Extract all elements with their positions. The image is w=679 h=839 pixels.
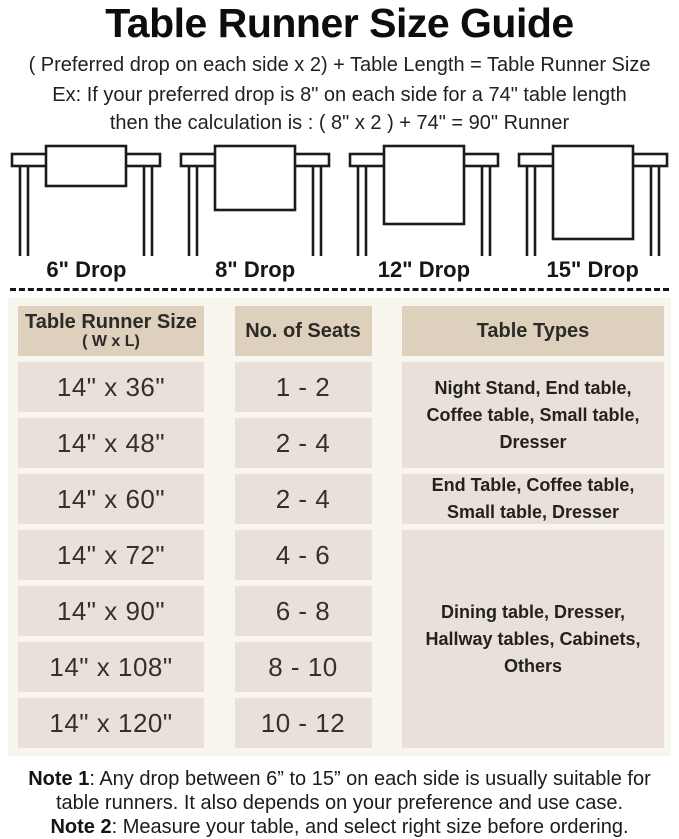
size-value: 14" x 48" bbox=[56, 427, 166, 458]
header-table-types-label: Table Types bbox=[476, 320, 590, 343]
example-line-1: Ex: If your preferred drop is 8" on each side for a 74" table length bbox=[52, 84, 627, 107]
seats-value: 10 - 12 bbox=[260, 707, 346, 738]
header-table-types bbox=[402, 306, 664, 356]
example-line-2: then the calculation is : ( 8" x 2 ) + 74" = 90" Runner bbox=[109, 112, 570, 135]
drop-illustrations bbox=[0, 144, 679, 283]
header-runner-size bbox=[18, 306, 204, 356]
table-row-size bbox=[18, 418, 204, 468]
table-row-seats bbox=[235, 586, 372, 636]
size-value: 14" x 36" bbox=[56, 371, 166, 402]
table-row-size bbox=[18, 698, 204, 748]
seats-value: 2 - 4 bbox=[275, 427, 331, 458]
size-table bbox=[8, 298, 671, 756]
table-row-size bbox=[18, 362, 204, 412]
footnotes bbox=[0, 767, 679, 839]
table-types-text: Night Stand, End table, Coffee table, Small table, Dresser bbox=[426, 377, 640, 452]
page-title: Table Runner Size Guide bbox=[105, 0, 574, 46]
table-types-medium bbox=[402, 474, 664, 524]
seats-value: 2 - 4 bbox=[275, 483, 331, 514]
seats-value: 1 - 2 bbox=[275, 371, 331, 402]
table-diagram-icon bbox=[517, 144, 669, 256]
illustration-6in-drop bbox=[2, 144, 171, 283]
note-2 bbox=[4, 815, 675, 839]
illustration-15in-drop bbox=[508, 144, 677, 283]
table-row-seats bbox=[235, 530, 372, 580]
note-1-label: Note 1 bbox=[28, 768, 90, 791]
formula-line: ( Preferred drop on each side x 2) + Table Length = Table Runner Size bbox=[28, 54, 651, 77]
table-row-seats bbox=[235, 362, 372, 412]
header-runner-size-title: Table Runner Size bbox=[25, 310, 197, 333]
header-runner-size-sub: ( W x L) bbox=[82, 332, 140, 350]
table-types-small bbox=[402, 362, 664, 468]
header-seats bbox=[235, 306, 372, 356]
seats-value: 4 - 6 bbox=[275, 539, 331, 570]
drop-label: 15" Drop bbox=[546, 257, 639, 283]
seats-value: 6 - 8 bbox=[275, 595, 331, 626]
table-types-large bbox=[402, 530, 664, 748]
illustration-12in-drop bbox=[340, 144, 509, 283]
note-1 bbox=[4, 767, 675, 815]
table-types-text: Dining table, Dresser, Hallway tables, Cabinets, Others bbox=[425, 601, 641, 676]
table-diagram-icon bbox=[179, 144, 331, 256]
size-value: 14" x 90" bbox=[56, 595, 166, 626]
size-value: 14" x 72" bbox=[56, 539, 166, 570]
header-block bbox=[0, 0, 679, 135]
table-row-seats bbox=[235, 474, 372, 524]
drop-label: 8" Drop bbox=[215, 257, 296, 283]
size-value: 14" x 120" bbox=[49, 707, 173, 738]
table-row-seats bbox=[235, 642, 372, 692]
table-diagram-icon bbox=[10, 144, 162, 256]
illustration-8in-drop bbox=[171, 144, 340, 283]
note-2-label: Note 2 bbox=[50, 816, 112, 839]
table-row-size bbox=[18, 586, 204, 636]
size-value: 14" x 108" bbox=[49, 651, 173, 682]
note-2-text: : Measure your table, and select right size before ordering. bbox=[111, 816, 629, 839]
size-value: 14" x 60" bbox=[56, 483, 166, 514]
note-1-text: : Any drop between 6” to 15” on each side is usually suitable for table runners. It also depends on your preference and use case. bbox=[55, 768, 651, 815]
dashed-divider bbox=[10, 288, 669, 291]
seats-value: 8 - 10 bbox=[268, 651, 338, 682]
table-row-seats bbox=[235, 418, 372, 468]
table-types-text: End Table, Coffee table, Small table, Dresser bbox=[431, 475, 635, 523]
table-row-size bbox=[18, 474, 204, 524]
drop-label: 12" Drop bbox=[377, 257, 471, 283]
table-row-size bbox=[18, 642, 204, 692]
table-row-seats bbox=[235, 698, 372, 748]
header-seats-label: No. of Seats bbox=[245, 320, 361, 343]
table-row-size bbox=[18, 530, 204, 580]
table-diagram-icon bbox=[348, 144, 500, 256]
drop-label: 6" Drop bbox=[46, 257, 127, 283]
